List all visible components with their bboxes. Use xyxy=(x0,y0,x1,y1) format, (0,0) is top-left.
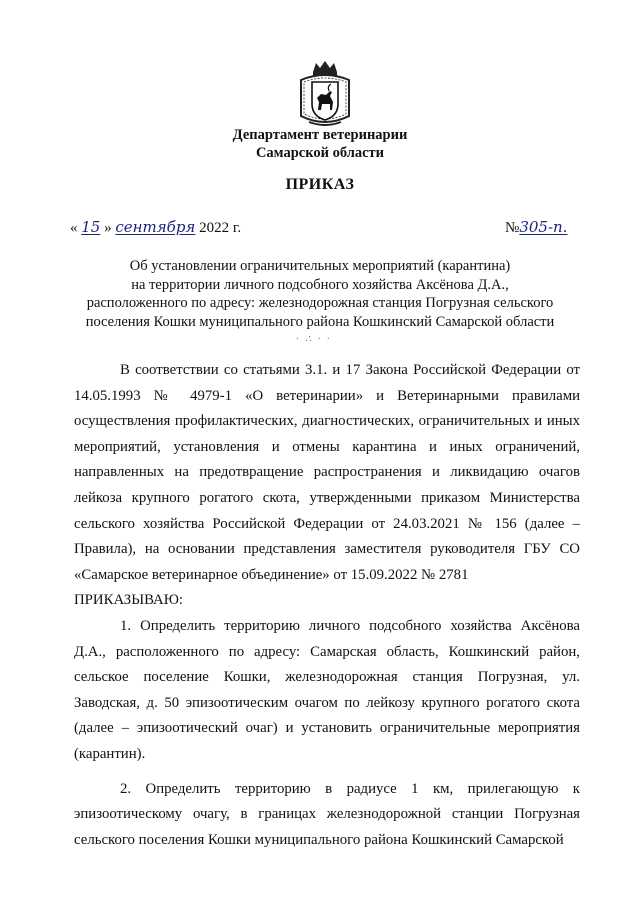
date-open-quote: « xyxy=(70,220,78,236)
department-name-line-1: Департамент ветеринарии xyxy=(232,127,408,143)
coat-of-arms-emblem xyxy=(295,58,355,130)
order-item-2: 2. Определить территорию в радиусе 1 км, прилегающую к эпизоотическому очагу, в границах железнодорожной станции Погрузная сельского поселения Кошки муниципального района Кошкинский Самарской xyxy=(74,780,580,848)
coat-of-arms-icon xyxy=(295,58,355,130)
subject-line: Об установлении ограничительных мероприятий (карантина) xyxy=(129,258,511,274)
date-close-quote: » xyxy=(104,220,112,236)
faint-stamp-mark: · ∴ · · xyxy=(296,334,332,345)
department-name-line-2: Самарской области xyxy=(255,145,385,161)
number-value: 305-п. xyxy=(519,218,568,236)
number-prefix: № xyxy=(505,220,520,236)
date-year: 2022 г. xyxy=(199,220,242,236)
order-word: ПРИКАЗЫВАЮ: xyxy=(74,592,184,609)
document-type-title: ПРИКАЗ xyxy=(285,176,355,193)
subject-line: на территории личного подсобного хозяйства Аксёнова Д.А., xyxy=(131,276,509,293)
subject-line: расположенного по адресу: железнодорожная станция Погрузная сельского xyxy=(86,295,554,311)
subject-line: поселения Кошки муниципального района Кошкинский Самарской области xyxy=(85,313,555,330)
order-item-1: 1. Определить территорию личного подсобного хозяйства Аксёнова Д.А., расположенного по адресу: Самарская область, Кошкинский район, сельское поселение Кошки, железнодорожная станция Погрузная, ул. Заводская, д. 50 эпизоотическим очагом по лейкозу крупного рогатого скота (далее – эпизоотический очаг) и установить ограничительные мероприятия (карантин). xyxy=(74,617,580,762)
order-body xyxy=(74,358,580,853)
order-subject xyxy=(40,257,600,331)
order-number xyxy=(505,218,567,237)
order-date xyxy=(70,218,241,237)
date-day: 15 xyxy=(81,218,101,236)
preamble-paragraph: В соответствии со статьями 3.1. и 17 Закона Российской Федерации от 14.05.1993 № 4979-1 «О ветеринарии» и Ветеринарными правилами осуществления профилактических, диагностических, ограничительных и иных мероприятий, установления и отмены карантина и иных ограничений, направленных на предотвращение распространения и ликвидацию очагов лейкоза крупного рогатого скота, утвержденными приказом Министерства сельского хозяйства Российской Федерации от 24.03.2021 № 156 (далее – Правила), на основании представления заместителя руководителя ГБУ СО «Самарское ветеринарное объединение» от 15.09.2022 № 2781 xyxy=(74,362,580,583)
date-month: сентября xyxy=(115,218,196,236)
